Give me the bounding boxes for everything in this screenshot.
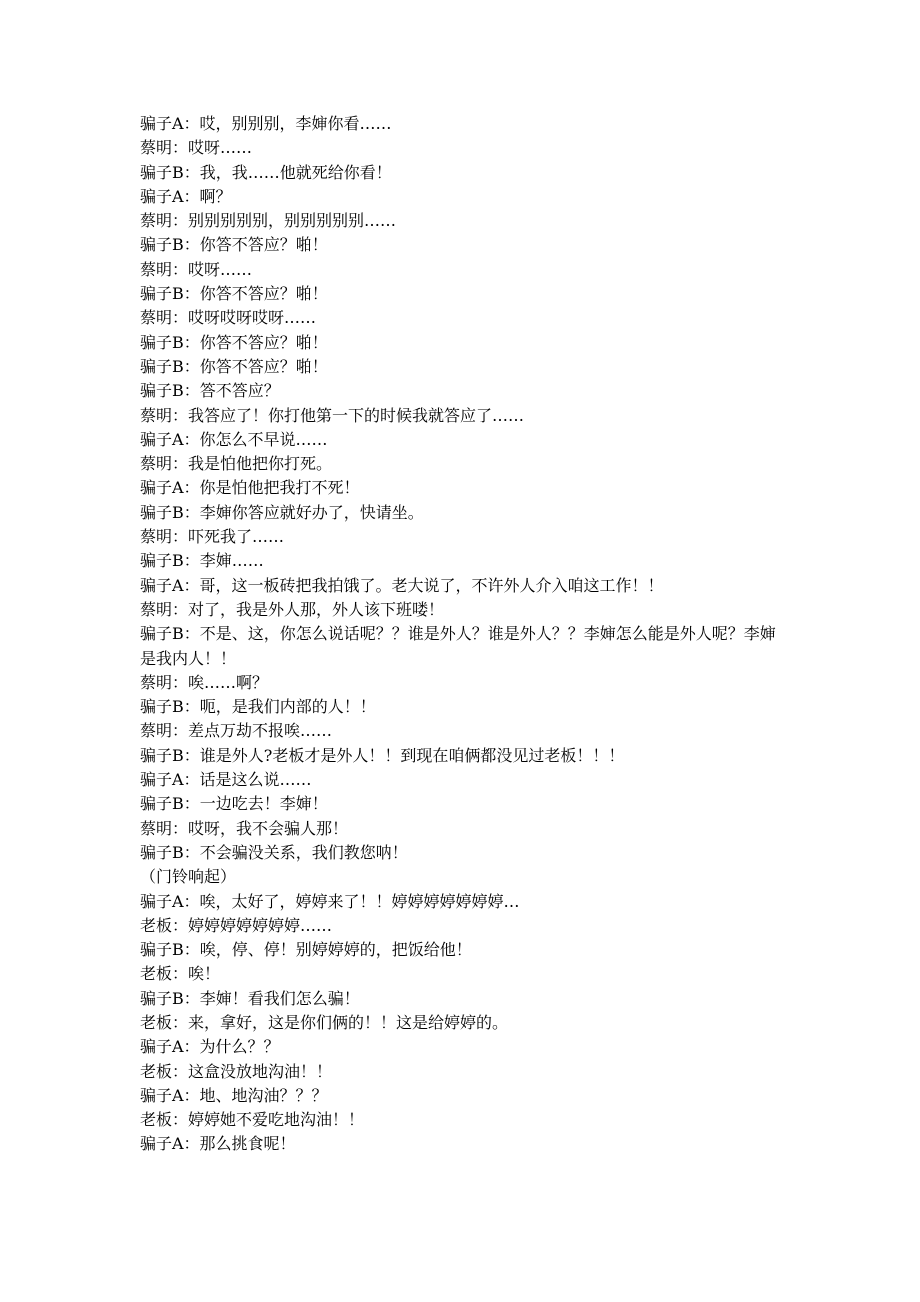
dialogue-line: 蔡明：对了，我是外人那，外人该下班喽！ [140,599,445,619]
dialogue-line: 骗子B：我，我……他就死给你看！ [140,162,392,182]
dialogue-line: 骗子B：李婶！看我们怎么骗！ [140,988,360,1008]
dialogue-line: 老板：婷婷婷婷婷婷婷…… [140,915,333,935]
dialogue-line: （门铃响起） [140,867,237,887]
dialogue-line: 骗子B：谁是外人?老板才是外人！！到现在咱俩都没见过老板！！！ [140,745,625,765]
dialogue-line: 骗子B：不是、这，你怎么说话呢？？谁是外人？谁是外人？？李婶怎么能是外人呢？李婶是我内人！！ [140,624,776,668]
dialogue-line: 蔡明：我答应了！你打他第一下的时候我就答应了…… [140,405,525,425]
dialogue-line: 骗子B：你答不答应？啪！ [140,356,328,376]
dialogue-line: 老板：这盒没放地沟油！！ [140,1061,333,1081]
dialogue-line: 骗子A：你是怕他把我打不死！ [140,478,360,498]
dialogue-line: 蔡明：哎呀…… [140,259,253,279]
dialogue-line: 老板：婷婷她不爱吃地沟油！！ [140,1110,365,1130]
dialogue-line: 骗子A：话是这么说…… [140,770,312,790]
dialogue-script [140,112,790,1157]
dialogue-line: 骗子B：一边吃去！李婶！ [140,794,328,814]
dialogue-line: 蔡明：差点万劫不报唉…… [140,721,333,741]
dialogue-line: 老板：来，拿好，这是你们俩的！！这是给婷婷的。 [140,1012,509,1032]
dialogue-line: 骗子A：那么挑食呢！ [140,1134,296,1154]
dialogue-line: 骗子A：哥，这一板砖把我拍饿了。老大说了，不许外人介入咱这工作！！ [140,575,664,595]
dialogue-line: 骗子B：呃，是我们内部的人！！ [140,697,376,717]
dialogue-line: 老板：唉！ [140,964,221,984]
dialogue-line: 骗子A：哎，别别别，李婶你看…… [140,114,392,133]
dialogue-line: 骗子A：你怎么不早说…… [140,429,328,449]
dialogue-line: 骗子B：不会骗没关系，我们教您呐！ [140,842,408,862]
dialogue-line: 骗子A：为什么？？ [140,1037,280,1057]
dialogue-line: 蔡明：哎呀，我不会骗人那！ [140,818,349,838]
dialogue-line: 蔡明：吓死我了…… [140,527,285,547]
dialogue-line: 蔡明：哎呀哎呀哎呀…… [140,308,317,328]
dialogue-line: 骗子B：李婶你答应就好办了，快请坐。 [140,502,424,522]
dialogue-line: 蔡明：哎呀…… [140,138,253,158]
dialogue-line: 蔡明：我是怕他把你打死。 [140,454,333,474]
dialogue-line: 骗子B：答不答应？ [140,381,280,401]
dialogue-line: 骗子B：唉，停、停！别婷婷婷的，把饭给他！ [140,940,472,960]
dialogue-line: 骗子B：你答不答应？啪！ [140,332,328,352]
dialogue-line: 蔡明：别别别别别，别别别别别…… [140,211,397,231]
dialogue-line: 骗子B：你答不答应？啪！ [140,235,328,255]
dialogue-line: 骗子A：唉，太好了，婷婷来了！！婷婷婷婷婷婷婷… [140,891,520,911]
dialogue-line: 骗子A：地、地沟油？？？ [140,1085,328,1105]
dialogue-line: 蔡明：唉……啊？ [140,672,269,692]
dialogue-line: 骗子A：啊？ [140,186,232,206]
dialogue-line: 骗子B：李婶…… [140,551,264,571]
dialogue-line: 骗子B：你答不答应？啪！ [140,284,328,304]
